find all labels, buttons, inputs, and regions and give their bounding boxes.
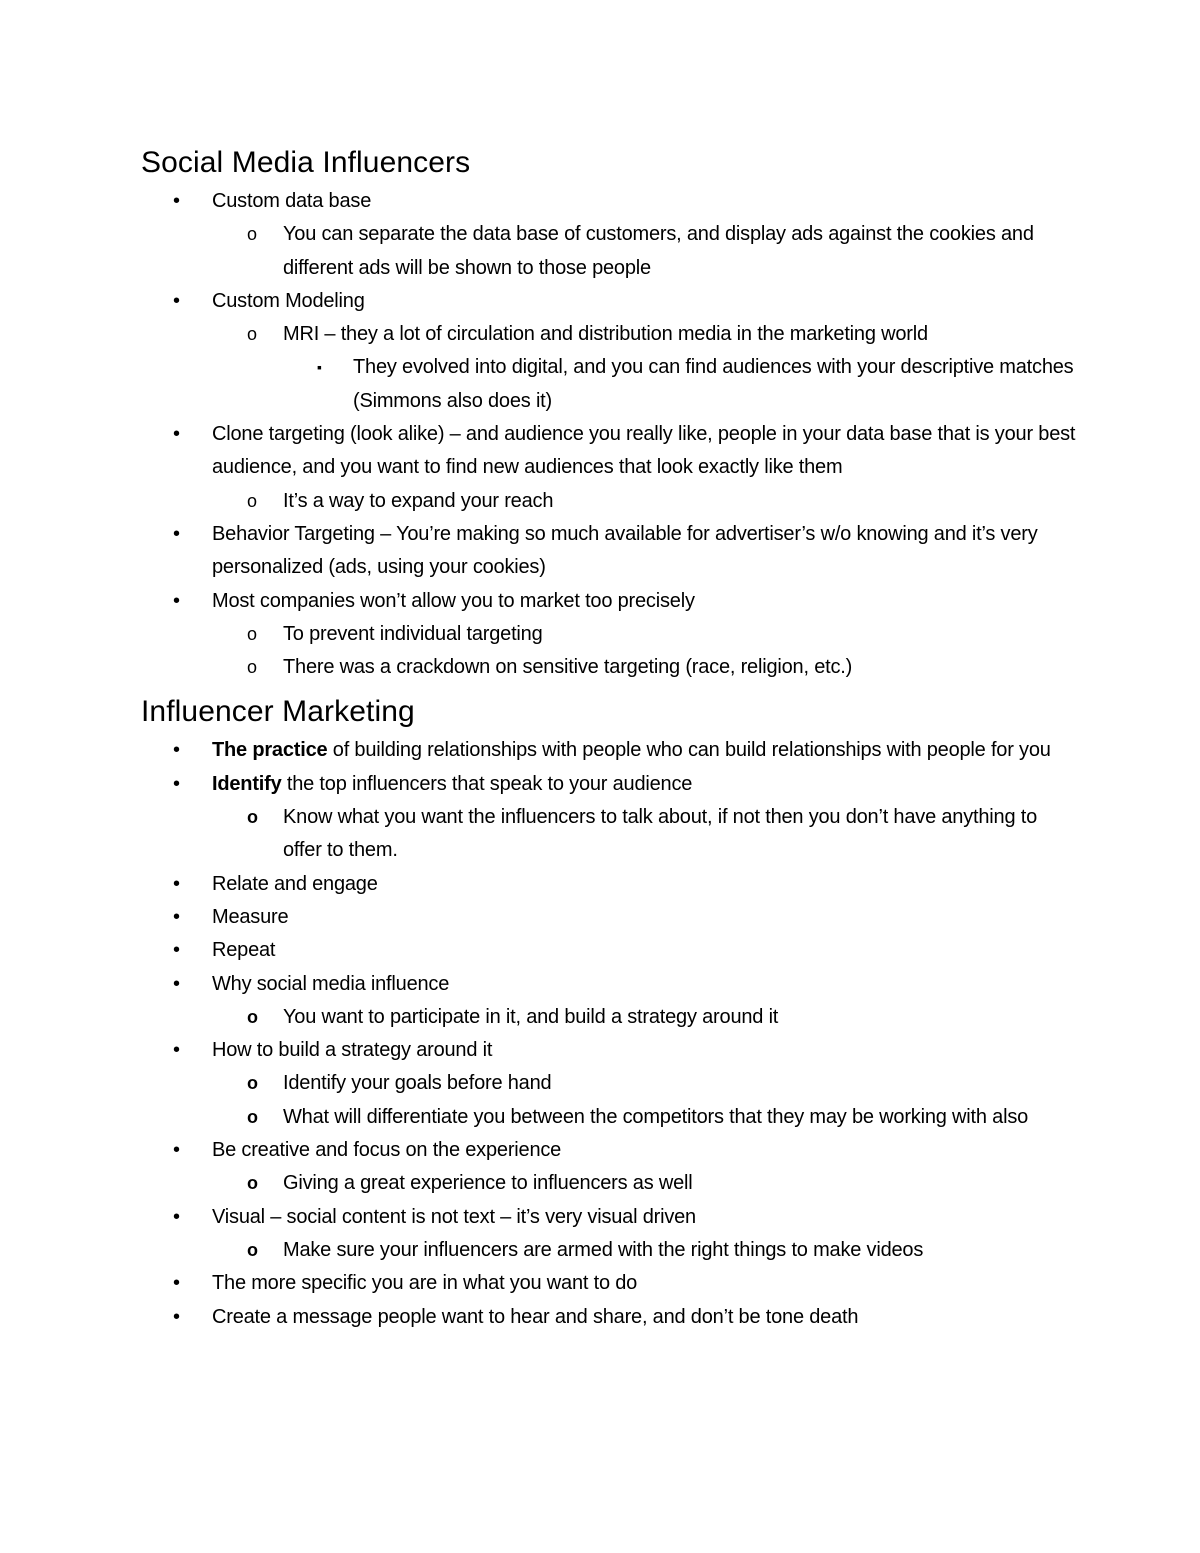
list-item [141,585,1080,618]
list-item-text: You want to participate in it, and build a strategy around it [283,1005,779,1028]
list-item [141,768,1080,801]
bullet-disc-icon: • [173,1039,180,1062]
list-item [141,968,1080,1001]
list-item-text: Identify your goals before hand [283,1072,552,1095]
list-item-text: Giving a great experience to influencers as well [283,1172,693,1195]
list-item-text: Be creative and focus on the experience [212,1139,562,1162]
list-item-text: Know what you want the influencers to talk about, if not then you don’t have anything to offer to them. [283,806,1038,862]
list-item [141,485,1080,518]
list-item-text: Create a message people want to hear and share, and don’t be tone death [212,1305,859,1328]
list-item-text: It’s a way to expand your reach [283,489,554,512]
list-item-text: You can separate the data base of customers, and display ads against the cookies and different ads will be shown to those people [283,223,1034,279]
list-item [141,801,1080,868]
list-item-text: To prevent individual targeting [283,622,543,645]
list-item-text: How to build a strategy around it [212,1039,493,1062]
bullet-disc-icon: • [173,589,180,612]
bullet-disc-icon: • [173,972,180,995]
list-item [141,651,1080,684]
list-item [141,518,1080,585]
list-item-text: Custom Modeling [212,289,365,312]
list-item [141,1201,1080,1234]
list-item [141,1167,1080,1200]
list-item-text: Measure [212,905,289,928]
bullet-disc-icon: • [173,1272,180,1295]
list-item [141,734,1080,767]
list-item-text: Repeat [212,939,276,962]
bullet-disc-icon: • [173,289,180,312]
list-item [141,1067,1080,1100]
list-item-text: MRI – they a lot of circulation and distribution media in the marketing world [283,323,928,346]
heading-social-media-influencers: Social Media Influencers [141,146,471,179]
list-item [141,418,1080,485]
bullet-disc-icon: • [173,423,180,446]
bullet-circle-icon: o [247,324,257,345]
list-item-text: What will differentiate you between the competitors that they may be working with also [283,1105,1029,1128]
list-item-text: Most companies won’t allow you to market too precisely [212,589,695,612]
bullet-disc-icon: • [173,1139,180,1162]
list-item-text: There was a crackdown on sensitive targeting (race, religion, etc.) [283,656,853,679]
list-item-text: Why social media influence [212,972,450,995]
list-item [141,618,1080,651]
list-item [141,868,1080,901]
heading-influencer-marketing: Influencer Marketing [141,695,415,729]
bold-term: The practice [212,739,328,762]
list-item [141,1134,1080,1167]
bullet-disc-icon: • [173,872,180,895]
bullet-circle-icon: o [247,623,257,644]
bullet-disc-icon: • [173,739,180,762]
bullet-circle-icon: o [247,1173,258,1194]
outline-social-media-influencers [141,185,1080,684]
bullet-disc-icon: • [173,905,180,928]
list-item-text: The more specific you are in what you want to do [212,1272,638,1295]
bold-term: Identify [212,772,282,795]
list-item-text: Relate and engage [212,872,378,895]
list-item-text: Custom data base [212,190,372,212]
bullet-circle-icon: o [247,1106,258,1127]
bullet-disc-icon: • [173,939,180,962]
list-item-text: Behavior Targeting – You’re making so much available for advertiser’s w/o knowing and it’s very personalized (ads, using your cookies) [212,522,1038,579]
bullet-square-icon: ▪ [317,359,322,376]
bullet-disc-icon: • [173,1305,180,1328]
list-item [141,351,1080,418]
list-item [141,1301,1080,1334]
bullet-circle-icon: o [247,1239,258,1260]
list-item [141,1267,1080,1300]
list-item-text: Clone targeting (look alike) – and audience you really like, people in your data base that is your best audience, and you want to find new audiences that look exactly like them [212,423,1076,479]
list-item [141,901,1080,934]
list-item [141,1034,1080,1067]
bullet-disc-icon: • [173,772,180,795]
list-item-text: of building relationships with people who can build relationships with people for you [327,739,1051,762]
list-item-text: Make sure your influencers are armed with the right things to make videos [283,1238,924,1261]
bullet-disc-icon: • [173,522,180,545]
list-item [141,285,1080,318]
bullet-circle-icon: o [247,224,257,245]
bullet-circle-icon: o [247,1006,258,1027]
list-item [141,318,1080,351]
bullet-circle-icon: o [247,657,257,678]
list-item-text: the top influencers that speak to your audience [281,772,693,795]
bullet-circle-icon: o [247,1073,258,1094]
list-item-text: Visual – social content is not text – it’s very visual driven [212,1205,696,1228]
list-item [141,1234,1080,1267]
bullet-disc-icon: • [173,190,180,212]
list-item [141,934,1080,967]
list-item-text: They evolved into digital, and you can find audiences with your descriptive matches (Simmons also does it) [353,356,1074,412]
bullet-circle-icon: o [247,490,257,511]
list-item [141,218,1080,285]
list-item [141,1001,1080,1034]
outline-influencer-marketing [141,734,1080,1333]
bullet-circle-icon: o [247,807,258,828]
list-item [141,185,1080,218]
bullet-disc-icon: • [173,1205,180,1228]
list-item [141,1101,1080,1134]
